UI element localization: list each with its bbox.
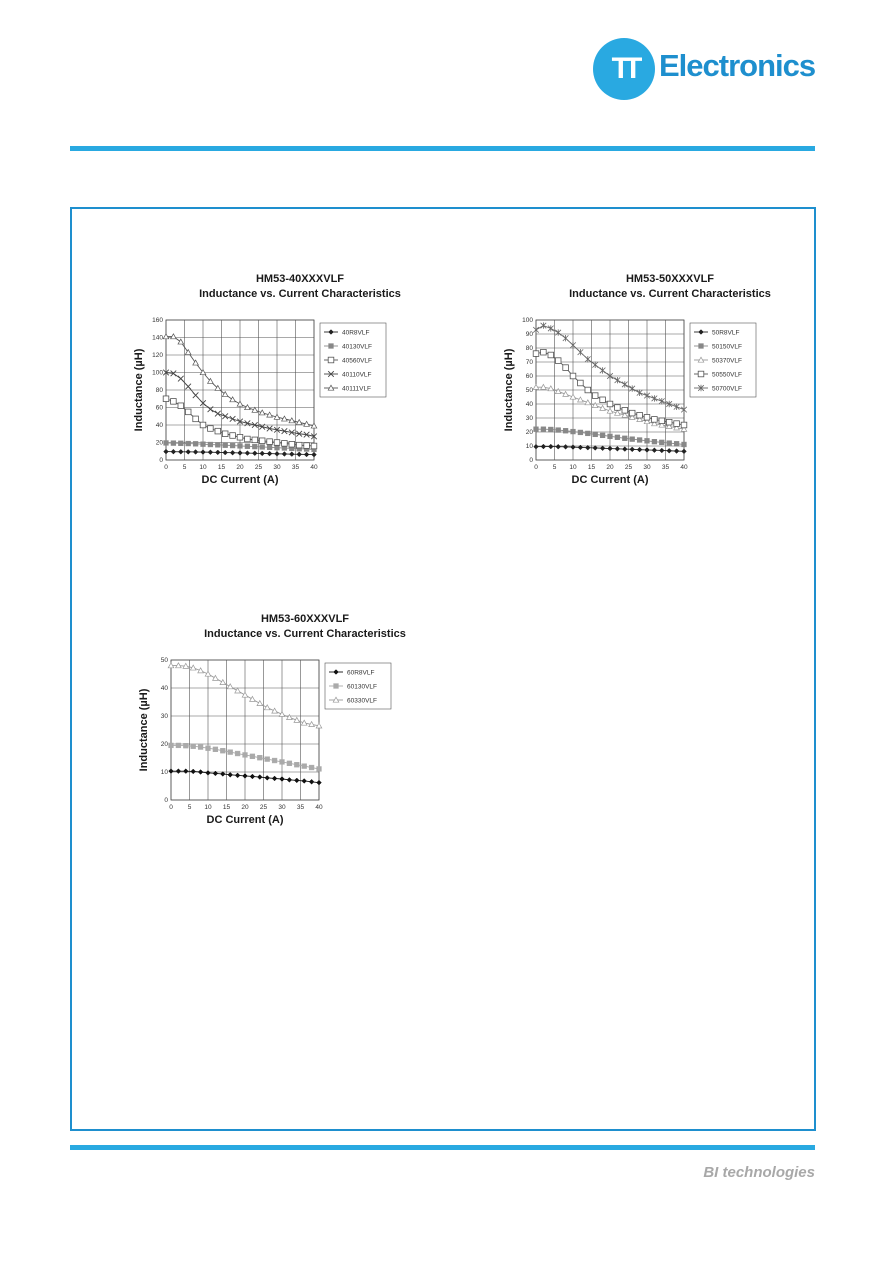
data-point [541, 349, 547, 355]
footer-rule [70, 1145, 815, 1150]
chart-subtitle: Inductance vs. Current Characteristics [199, 288, 401, 300]
x-tick-label: 0 [534, 464, 538, 471]
data-point [171, 441, 176, 446]
x-tick-label: 40 [315, 804, 323, 811]
data-point [630, 437, 635, 442]
logo-mark-text: TT [611, 52, 637, 85]
x-tick-label: 35 [661, 464, 670, 471]
data-point [176, 743, 181, 748]
data-point [186, 441, 191, 446]
data-point [629, 410, 635, 416]
data-point [287, 761, 292, 766]
data-point [296, 442, 302, 448]
data-point [659, 440, 664, 445]
x-tick-label: 15 [217, 464, 226, 471]
data-point [302, 764, 307, 769]
y-tick-label: 90 [525, 331, 533, 339]
data-point [215, 442, 220, 447]
logo-wordmark: Electronics [659, 48, 816, 83]
data-point [637, 412, 643, 418]
x-tick-label: 25 [259, 804, 268, 811]
data-point [615, 405, 621, 411]
data-point [198, 745, 203, 750]
data-point [311, 443, 317, 449]
data-point [570, 373, 576, 379]
chart-title: HM53-50XXXVLF [625, 273, 715, 285]
x-tick-label: 40 [310, 464, 318, 471]
y-tick-label: 0 [164, 797, 168, 805]
y-tick-label: 80 [155, 387, 163, 395]
footer-brand: BI technologies [703, 1164, 815, 1181]
legend-label: 60130VLF [347, 683, 377, 691]
data-point [245, 436, 251, 442]
x-tick-label: 20 [236, 464, 244, 471]
data-point [222, 431, 228, 437]
y-tick-label: 0 [529, 457, 533, 465]
legend-marker [328, 357, 334, 363]
data-point [265, 757, 270, 762]
y-tick-label: 120 [152, 352, 163, 360]
y-tick-label: 30 [525, 415, 533, 423]
data-point [637, 438, 642, 443]
data-point [237, 434, 243, 440]
data-point [201, 442, 206, 447]
data-point [615, 435, 620, 440]
data-point [304, 443, 310, 449]
data-point [541, 427, 546, 432]
data-point [674, 441, 679, 446]
data-point [659, 418, 665, 424]
data-point [282, 441, 288, 447]
chart-subtitle: Inductance vs. Current Characteristics [204, 628, 406, 640]
legend-label: 60R8VLF [347, 669, 375, 677]
data-point [644, 415, 650, 421]
y-tick-label: 40 [155, 422, 163, 430]
data-point [585, 387, 591, 393]
y-tick-label: 100 [522, 317, 533, 325]
data-point [275, 445, 280, 450]
x-tick-label: 10 [199, 464, 207, 471]
data-point [667, 441, 672, 446]
y-tick-label: 100 [152, 369, 163, 377]
chart-svg [500, 268, 790, 500]
data-point [228, 750, 233, 755]
x-tick-label: 25 [624, 464, 633, 471]
x-tick-label: 20 [606, 464, 614, 471]
data-point [563, 428, 568, 433]
data-point [169, 743, 174, 748]
data-point [563, 365, 569, 371]
y-tick-label: 60 [525, 373, 533, 381]
y-axis-label: Inductance (µH) [133, 348, 145, 432]
x-tick-label: 0 [169, 804, 173, 811]
legend-label: 60330VLF [347, 697, 377, 705]
y-tick-label: 60 [155, 404, 163, 412]
x-tick-label: 5 [552, 464, 557, 471]
data-point [674, 421, 680, 427]
data-point [245, 444, 250, 449]
legend-marker [698, 371, 704, 377]
data-point [600, 397, 606, 403]
y-tick-label: 40 [525, 401, 533, 409]
data-point [533, 351, 539, 357]
data-point [208, 426, 214, 432]
data-point [608, 434, 613, 439]
x-tick-label: 5 [187, 804, 192, 811]
data-point [191, 744, 196, 749]
x-tick-label: 10 [569, 464, 577, 471]
x-axis-label: DC Current (A) [201, 474, 279, 486]
data-point [185, 409, 191, 415]
data-point [607, 401, 613, 407]
data-point [652, 417, 658, 423]
data-point [163, 396, 169, 402]
legend [325, 663, 391, 709]
header-rule [70, 146, 815, 151]
x-tick-label: 20 [241, 804, 249, 811]
data-point [592, 393, 598, 399]
data-point [178, 403, 184, 409]
data-point [171, 399, 177, 405]
data-point [259, 438, 265, 444]
data-point [593, 432, 598, 437]
y-tick-label: 80 [525, 345, 533, 353]
y-tick-label: 160 [152, 317, 163, 325]
x-tick-label: 15 [587, 464, 596, 471]
x-axis-label: DC Current (A) [206, 814, 284, 826]
y-tick-label: 40 [160, 685, 168, 693]
data-point [183, 743, 188, 748]
y-tick-label: 30 [160, 713, 168, 721]
data-point [206, 746, 211, 751]
x-tick-label: 15 [222, 804, 231, 811]
data-point [220, 748, 225, 753]
data-point [571, 429, 576, 434]
data-point [600, 433, 605, 438]
chart-hm53-60 [135, 608, 425, 840]
data-point [556, 428, 561, 433]
y-tick-label: 0 [159, 457, 163, 465]
data-point [534, 427, 539, 432]
y-tick-label: 50 [525, 387, 533, 395]
chart-title: HM53-40XXXVLF [255, 273, 345, 285]
data-point [235, 751, 240, 756]
data-point [548, 427, 553, 432]
data-point [200, 422, 206, 428]
data-point [223, 443, 228, 448]
data-point [274, 440, 280, 446]
data-point [164, 441, 169, 446]
legend-label: 40560VLF [342, 357, 372, 365]
data-point [317, 767, 322, 772]
data-point [267, 445, 272, 450]
data-point [622, 408, 628, 414]
legend-label: 40R8VLF [342, 329, 370, 337]
legend-marker [329, 344, 334, 349]
data-point [578, 380, 584, 386]
data-point [681, 422, 687, 428]
legend-label: 50550VLF [712, 371, 742, 379]
data-point [645, 438, 650, 443]
chart-hm53-50 [500, 268, 790, 500]
data-point [548, 352, 554, 358]
data-point [193, 416, 199, 422]
legend-label: 50370VLF [712, 357, 742, 365]
legend [320, 323, 386, 397]
data-point [238, 444, 243, 449]
data-point [250, 754, 255, 759]
data-point [682, 442, 687, 447]
x-tick-label: 10 [204, 804, 212, 811]
x-tick-label: 30 [278, 804, 286, 811]
legend-marker [699, 344, 704, 349]
data-point [666, 419, 672, 425]
x-tick-label: 30 [273, 464, 281, 471]
chart-title: HM53-60XXXVLF [260, 613, 350, 625]
data-point [260, 445, 265, 450]
data-point [652, 439, 657, 444]
data-point [215, 428, 221, 434]
legend-label: 40110VLF [342, 371, 372, 379]
data-point [294, 762, 299, 767]
x-tick-label: 0 [164, 464, 168, 471]
data-point [585, 431, 590, 436]
data-point [309, 765, 314, 770]
x-tick-label: 30 [643, 464, 651, 471]
data-point [280, 760, 285, 765]
x-tick-label: 40 [680, 464, 688, 471]
x-tick-label: 35 [291, 464, 300, 471]
y-tick-label: 20 [160, 741, 168, 749]
legend-label: 50R8VLF [712, 329, 740, 337]
data-point [289, 441, 295, 447]
tt-electronics-logo [593, 38, 823, 100]
y-tick-label: 10 [160, 769, 168, 777]
x-tick-label: 5 [182, 464, 187, 471]
data-point [243, 753, 248, 758]
legend-label: 40130VLF [342, 343, 372, 351]
data-point [267, 439, 273, 445]
chart-subtitle: Inductance vs. Current Characteristics [569, 288, 771, 300]
chart-svg [135, 608, 425, 840]
y-axis-label: Inductance (µH) [503, 348, 515, 432]
y-axis-label: Inductance (µH) [138, 688, 150, 772]
data-point [193, 441, 198, 446]
x-axis-label: DC Current (A) [571, 474, 649, 486]
data-point [252, 437, 258, 443]
data-point [178, 441, 183, 446]
y-tick-label: 140 [152, 334, 163, 342]
data-point [252, 444, 257, 449]
data-point [272, 758, 277, 763]
data-point [213, 747, 218, 752]
data-point [555, 358, 561, 364]
data-point [208, 442, 213, 447]
data-point [257, 755, 262, 760]
data-point [622, 436, 627, 441]
data-point [578, 430, 583, 435]
legend-label: 50150VLF [712, 343, 742, 351]
legend-label: 40111VLF [342, 385, 372, 393]
legend [690, 323, 756, 397]
legend-marker [334, 684, 339, 689]
y-tick-label: 50 [160, 657, 168, 665]
chart-hm53-40 [130, 268, 420, 500]
chart-svg [130, 268, 420, 500]
y-tick-label: 20 [155, 439, 163, 447]
y-tick-label: 20 [525, 429, 533, 437]
data-point [230, 433, 236, 439]
legend-label: 50700VLF [712, 385, 742, 393]
x-tick-label: 25 [254, 464, 263, 471]
data-point [230, 443, 235, 448]
y-tick-label: 10 [525, 443, 533, 451]
x-tick-label: 35 [296, 804, 305, 811]
y-tick-label: 70 [525, 359, 533, 367]
